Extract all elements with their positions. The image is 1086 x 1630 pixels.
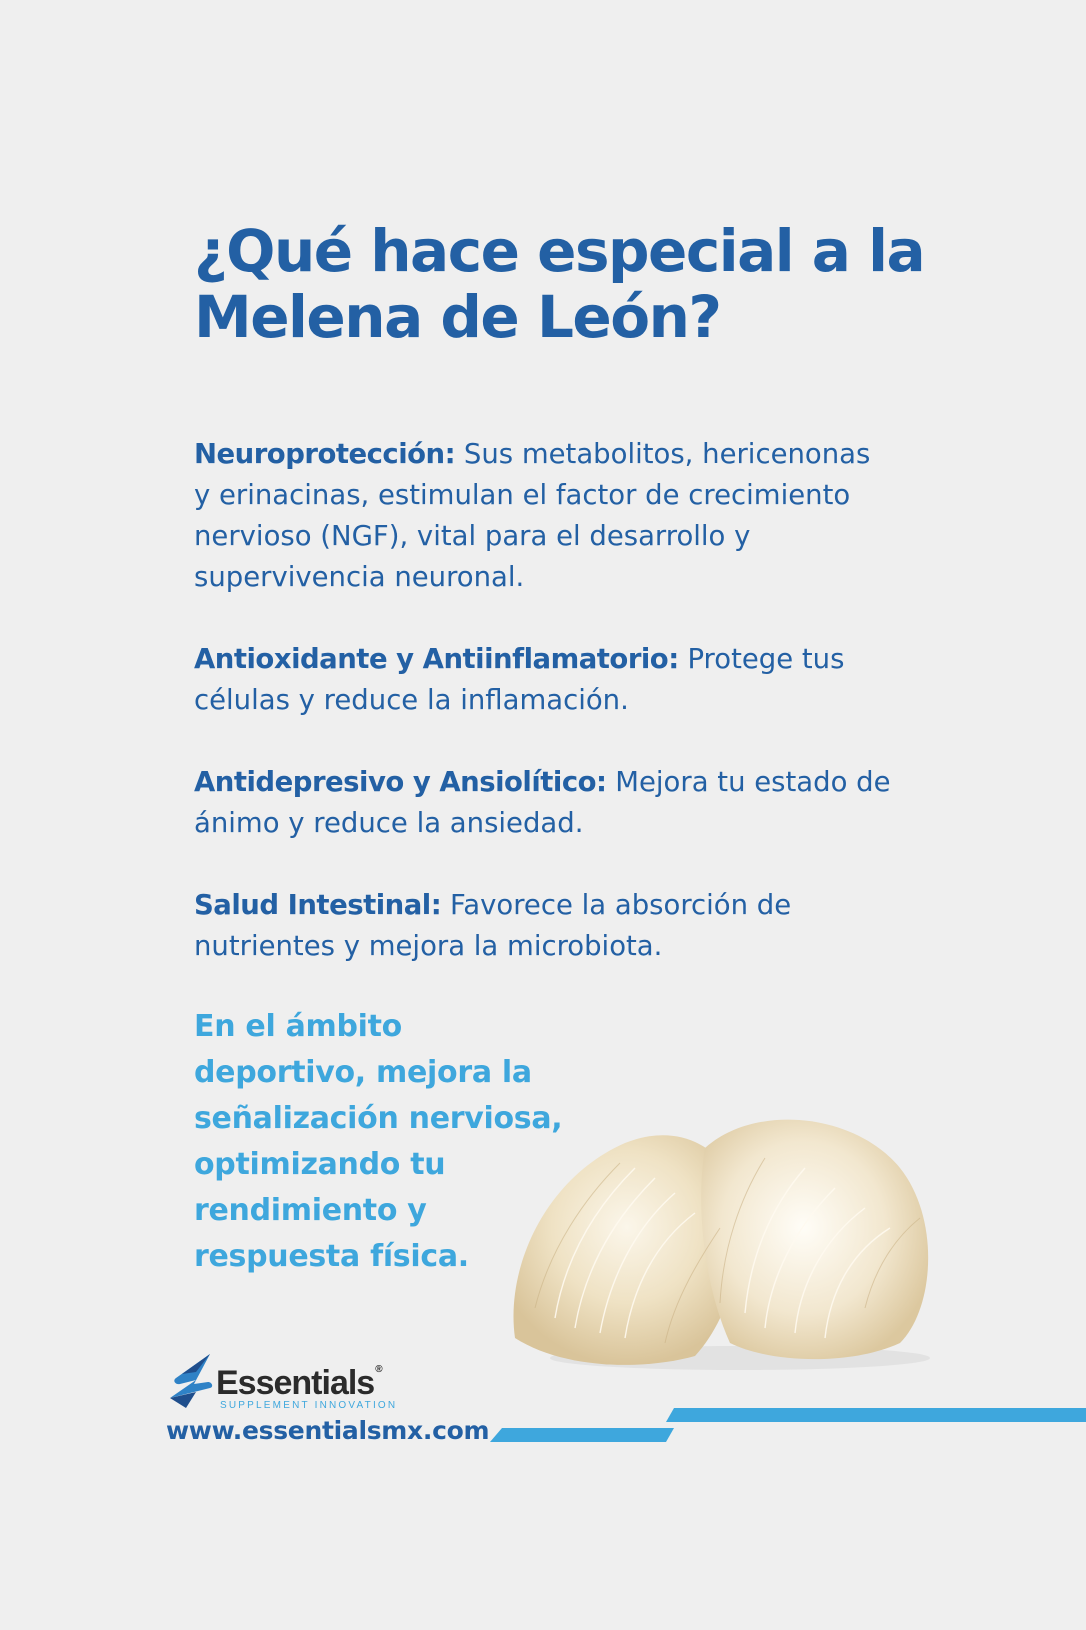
brand-text: Essentials [216,1364,375,1402]
benefit-text: Favorece la absorción de nutrientes y mejora la microbiota. [194,889,792,962]
benefit-heading: Antidepresivo y Ansiolítico: [194,766,607,798]
lions-mane-mushroom-image [505,1108,945,1378]
benefits-list [194,434,894,1008]
website-link[interactable]: www.essentialsmx.com [166,1416,490,1445]
accent-stripe [490,1408,1086,1442]
benefit-antidepressant [194,762,894,844]
benefit-antioxidant [194,639,894,721]
sports-note: En el ámbito deportivo, mejora la señalización nerviosa, optimizando tu rendimiento y respuesta física. [194,1009,563,1274]
benefit-text: Sus metabolitos, hericenonas y erinacinas, estimulan el factor de crecimiento nervioso (NGF), vital para el desarrollo y supervivencia neuronal. [194,438,871,593]
brand-name [216,1364,382,1403]
page-title: ¿Qué hace especial a la Melena de León? [194,217,925,351]
benefit-text: Mejora tu estado de ánimo y reduce la ansiedad. [194,766,891,839]
benefit-heading: Salud Intestinal: [194,889,442,921]
benefit-neuroprotection [194,434,894,598]
benefit-text: Protege tus células y reduce la inflamación. [194,643,845,716]
registered-mark: ® [375,1364,382,1375]
benefit-heading: Neuroprotección: [194,438,456,470]
benefit-gut-health [194,885,894,967]
essentials-logo [166,1352,426,1412]
brand-tagline: SUPPLEMENT INNOVATION [220,1400,398,1411]
benefit-heading: Antioxidante y Antiinflamatorio: [194,643,679,675]
